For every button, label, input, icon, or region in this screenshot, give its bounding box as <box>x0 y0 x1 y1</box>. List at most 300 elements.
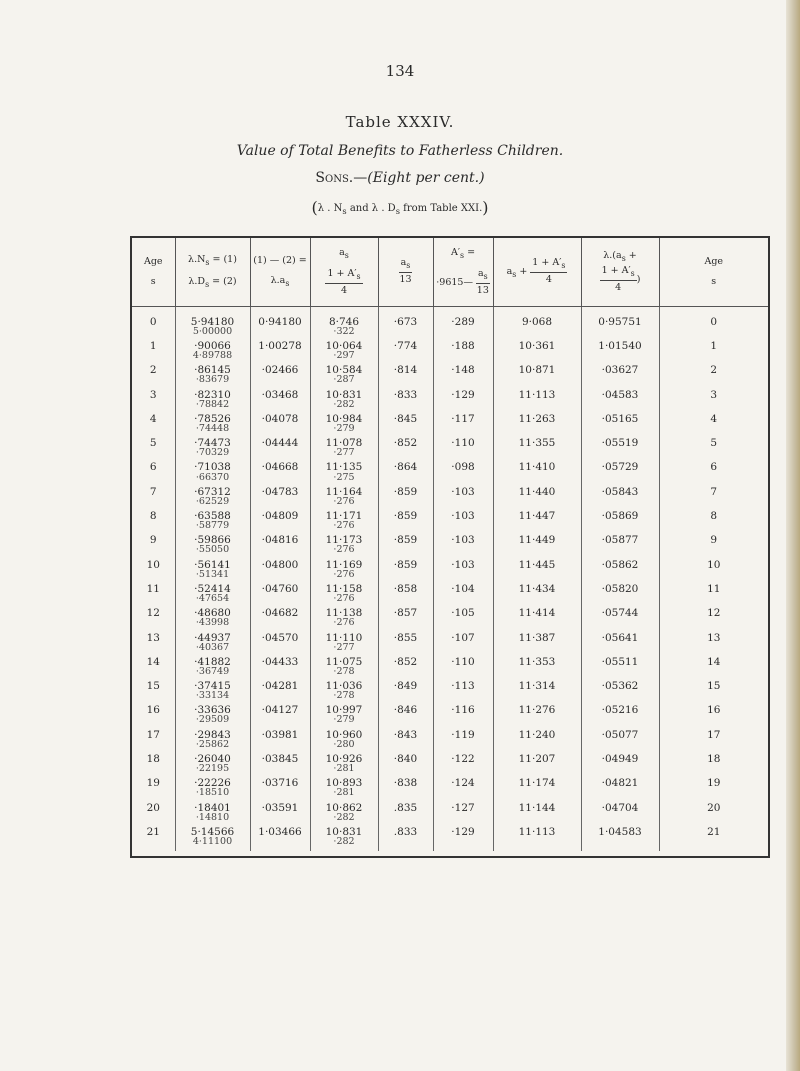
lambda-a-cell <box>250 462 310 486</box>
lambda-sum-cell-value: 1·04583 <box>598 825 642 838</box>
lambda-sum-cell-value: ·05165 <box>601 412 639 425</box>
a-s-cell-sub-value: ·281 <box>333 763 355 775</box>
age-right-cell-value: 21 <box>707 825 721 838</box>
sum-cell-value: 11·144 <box>518 801 556 814</box>
commutation-cell-value: ·74473 <box>194 437 231 450</box>
age-cell <box>132 560 175 584</box>
lambda-sum-cell <box>581 414 659 438</box>
column-header-bottom: s <box>150 276 156 287</box>
commutation-cell-sub-value: ·78842 <box>195 398 230 410</box>
sum-cell <box>493 657 581 681</box>
commutation-cell <box>175 307 250 342</box>
lambda-sum-cell <box>581 560 659 584</box>
a-s-cell-sub-value: ·276 <box>333 592 355 604</box>
a-prime-cell <box>433 681 493 705</box>
age-right-cell-value: 16 <box>707 704 721 717</box>
lambda-a-cell-value: ·03716 <box>261 777 299 790</box>
a-over-13-cell <box>378 633 433 657</box>
a-prime-cell <box>433 365 493 389</box>
age-cell-value: 16 <box>146 704 160 717</box>
commutation-cell-value: 5·14566 <box>190 825 235 838</box>
commutation-cell-sub-value: ·25862 <box>195 738 230 750</box>
lambda-a-cell-value: ·04281 <box>261 680 299 693</box>
column-header-1 <box>175 238 250 307</box>
column-header-6 <box>493 238 581 307</box>
age-right-cell <box>659 390 768 414</box>
sum-cell <box>493 535 581 559</box>
sum-cell-value: 10·871 <box>518 364 556 377</box>
age-cell-value: 20 <box>146 801 160 814</box>
lambda-a-cell-value: ·04809 <box>261 510 299 523</box>
age-right-cell-value: 2 <box>710 364 718 377</box>
column-header-4 <box>378 238 433 307</box>
commutation-cell-sub-value: 5·00000 <box>192 326 233 338</box>
a-s-cell <box>310 462 378 486</box>
a-over-13-cell <box>378 341 433 365</box>
a-s-cell-sub-value: ·278 <box>333 665 355 677</box>
age-cell <box>132 705 175 729</box>
a-prime-cell-value: ·117 <box>451 412 475 425</box>
age-right-cell-value: 6 <box>710 461 718 474</box>
a-s-cell-value: 11·158 <box>325 582 363 595</box>
a-prime-cell-value: ·103 <box>451 510 475 523</box>
age-cell <box>132 730 175 754</box>
lambda-a-cell <box>250 657 310 681</box>
sum-cell-value: 11·263 <box>518 412 556 425</box>
table-row <box>132 608 768 632</box>
a-s-cell <box>310 511 378 535</box>
age-cell <box>132 511 175 535</box>
a-s-cell <box>310 487 378 511</box>
a-s-cell-sub-value: ·280 <box>333 738 355 750</box>
lambda-sum-cell <box>581 584 659 608</box>
lambda-sum-cell <box>581 754 659 778</box>
a-over-13-cell-value: ·845 <box>393 412 418 425</box>
a-s-cell-sub-value: ·276 <box>333 544 355 556</box>
commutation-cell-value: ·78526 <box>194 412 231 425</box>
a-s-cell <box>310 307 378 342</box>
sum-cell-value: 11·414 <box>518 607 556 620</box>
table-row <box>132 414 768 438</box>
lambda-a-cell <box>250 307 310 342</box>
a-s-cell-sub-value: ·279 <box>333 714 355 726</box>
lambda-a-cell <box>250 778 310 802</box>
table-row <box>132 754 768 778</box>
a-over-13-cell-value: ·852 <box>393 655 418 668</box>
commutation-cell-value: ·29843 <box>194 728 231 741</box>
a-s-cell <box>310 754 378 778</box>
lambda-a-cell <box>250 560 310 584</box>
column-header-top: $\frac{a_s}{13}$ <box>399 257 412 286</box>
age-cell <box>132 584 175 608</box>
commutation-cell-sub-value: ·58779 <box>195 520 230 532</box>
sum-cell-value: 11·447 <box>518 510 556 523</box>
table-row <box>132 803 768 827</box>
lambda-sum-cell-value: ·05519 <box>601 437 639 450</box>
page-number: 134 <box>385 62 415 80</box>
column-header-top: $\lambda.N_s = (1)$ <box>188 254 237 268</box>
lambda-a-cell-value: ·04127 <box>261 704 299 717</box>
a-s-cell <box>310 803 378 827</box>
a-over-13-cell-value: ·852 <box>393 437 418 450</box>
a-over-13-cell-value: ·849 <box>393 680 418 693</box>
a-prime-cell-value: ·103 <box>451 558 475 571</box>
a-s-cell <box>310 705 378 729</box>
a-prime-cell <box>433 414 493 438</box>
lambda-sum-cell-value: ·05729 <box>601 461 639 474</box>
a-over-13-cell-value: ·838 <box>393 777 418 790</box>
benefits-table-frame <box>130 236 770 858</box>
age-right-cell-value: 11 <box>707 582 721 595</box>
sum-cell <box>493 560 581 584</box>
table-row <box>132 657 768 681</box>
sum-cell-value: 9·068 <box>521 316 553 328</box>
sum-cell-value: 11·207 <box>518 753 556 766</box>
age-cell-value: 15 <box>146 680 160 693</box>
age-right-cell <box>659 633 768 657</box>
age-cell <box>132 307 175 342</box>
a-s-cell-sub-value: ·276 <box>333 520 355 532</box>
a-s-cell <box>310 657 378 681</box>
a-prime-cell <box>433 438 493 462</box>
column-header-top: $a_s$ <box>339 246 349 260</box>
lambda-a-cell <box>250 584 310 608</box>
lambda-a-cell-value: ·04668 <box>261 461 299 474</box>
commutation-cell <box>175 390 250 414</box>
a-over-13-cell-value: ·774 <box>393 340 418 352</box>
page-edge-shadow <box>786 0 800 1071</box>
paren-close: ) <box>482 198 489 217</box>
lambda-sum-cell-value: ·05216 <box>601 704 639 717</box>
a-over-13-cell <box>378 754 433 778</box>
a-s-cell-value: 8·746 <box>328 316 360 328</box>
sum-cell <box>493 778 581 802</box>
lambda-sum-cell <box>581 307 659 342</box>
a-s-cell-value: 11·169 <box>325 558 363 571</box>
sum-cell-value: 11·353 <box>518 655 556 668</box>
lambda-sum-cell <box>581 341 659 365</box>
lambda-a-cell-value: ·04433 <box>261 655 299 668</box>
sum-cell <box>493 584 581 608</box>
a-over-13-cell <box>378 414 433 438</box>
table-body <box>132 307 768 852</box>
lambda-sum-cell <box>581 681 659 705</box>
a-prime-cell <box>433 511 493 535</box>
age-right-cell <box>659 705 768 729</box>
commutation-cell-value: ·67312 <box>194 485 231 498</box>
lambda-sum-cell-value: ·05641 <box>601 631 639 644</box>
a-over-13-cell-value: ·859 <box>393 510 418 523</box>
age-right-cell-value: 4 <box>710 412 718 425</box>
a-over-13-cell <box>378 390 433 414</box>
a-prime-cell-value: ·289 <box>451 316 475 328</box>
a-over-13-cell-value: ·673 <box>393 316 418 328</box>
lambda-a-cell-value: ·04800 <box>261 558 299 571</box>
commutation-cell <box>175 730 250 754</box>
lambda-a-cell-value: ·04682 <box>261 607 299 620</box>
column-header-8 <box>659 238 768 307</box>
sum-cell <box>493 341 581 365</box>
age-right-cell <box>659 438 768 462</box>
lambda-sum-cell-value: ·05820 <box>601 582 639 595</box>
lambda-sum-cell-value: ·04704 <box>601 801 639 814</box>
table-row <box>132 487 768 511</box>
a-s-cell-value: 10·064 <box>325 340 363 352</box>
table-row <box>132 681 768 705</box>
paren-open: ( <box>311 198 318 217</box>
a-s-cell-value: 11·138 <box>325 607 363 620</box>
age-right-cell-value: 15 <box>707 680 721 693</box>
commutation-cell-sub-value: ·55050 <box>195 544 230 556</box>
lambda-a-cell-value: 1·03466 <box>258 825 302 838</box>
age-right-cell <box>659 803 768 827</box>
sum-cell-value: 11·314 <box>518 680 556 693</box>
age-cell-value: 4 <box>149 412 157 425</box>
table-row <box>132 705 768 729</box>
age-cell <box>132 827 175 851</box>
commutation-cell-sub-value: ·83679 <box>195 374 230 386</box>
a-s-cell <box>310 390 378 414</box>
a-prime-cell-value: ·113 <box>451 680 475 693</box>
age-cell-value: 3 <box>149 388 157 401</box>
commutation-cell <box>175 462 250 486</box>
column-header-top: $A'_s$ = <box>450 246 476 260</box>
table-row <box>132 584 768 608</box>
age-cell <box>132 341 175 365</box>
lambda-sum-cell <box>581 705 659 729</box>
sum-cell-value: 11·355 <box>518 437 556 450</box>
age-right-cell-value: 9 <box>710 534 718 547</box>
table-row <box>132 462 768 486</box>
a-prime-cell <box>433 657 493 681</box>
age-cell-value: 2 <box>149 364 157 377</box>
sum-cell <box>493 681 581 705</box>
commutation-cell-value: ·63588 <box>194 510 231 523</box>
lambda-sum-cell <box>581 633 659 657</box>
a-s-cell-value: 10·584 <box>325 364 363 377</box>
a-prime-cell <box>433 584 493 608</box>
lambda-sum-cell-value: ·05511 <box>601 655 639 668</box>
lambda-a-cell <box>250 414 310 438</box>
commutation-cell-sub-value: ·70329 <box>195 447 230 459</box>
a-prime-cell-value: ·103 <box>451 485 475 498</box>
commutation-cell-sub-value: ·36749 <box>195 665 230 677</box>
lambda-a-cell-value: ·04783 <box>261 485 299 498</box>
lambda-a-cell <box>250 754 310 778</box>
a-over-13-cell-value: ·859 <box>393 485 418 498</box>
column-header-bottom: $\frac{1 + A'_s}{4}$ <box>327 268 361 297</box>
lambda-a-cell <box>250 511 310 535</box>
lambda-sum-cell <box>581 827 659 851</box>
column-header-top: Age <box>143 255 163 267</box>
sum-cell <box>493 705 581 729</box>
commutation-cell-sub-value: ·40367 <box>195 641 230 653</box>
a-over-13-cell-value: ·855 <box>393 631 418 644</box>
sum-cell <box>493 511 581 535</box>
a-prime-cell-value: ·129 <box>451 388 475 401</box>
age-cell <box>132 462 175 486</box>
commutation-cell <box>175 633 250 657</box>
sum-cell-value: 11·113 <box>518 825 556 838</box>
commutation-cell-sub-value: 4·89788 <box>192 350 233 362</box>
a-s-cell-sub-value: ·277 <box>333 447 355 459</box>
section-heading <box>0 170 800 186</box>
commutation-cell <box>175 560 250 584</box>
lambda-a-cell-value: ·04444 <box>261 437 299 450</box>
age-right-cell-value: 8 <box>710 510 718 523</box>
table-row <box>132 365 768 389</box>
table-row <box>132 730 768 754</box>
commutation-cell-value: ·22226 <box>194 777 231 790</box>
lambda-a-cell-value: ·04760 <box>261 582 299 595</box>
age-right-cell-value: 18 <box>707 753 721 766</box>
sum-cell <box>493 390 581 414</box>
lambda-sum-cell <box>581 608 659 632</box>
a-over-13-cell-value: ·814 <box>393 364 418 377</box>
commutation-cell-sub-value: ·43998 <box>195 617 230 629</box>
commutation-cell <box>175 608 250 632</box>
a-over-13-cell <box>378 511 433 535</box>
a-prime-cell-value: ·104 <box>451 582 475 595</box>
lambda-a-cell <box>250 633 310 657</box>
a-s-cell-value: 11·110 <box>325 631 363 644</box>
column-header-bottom: ·9615— $\frac{a_s}{13}$ <box>436 268 489 297</box>
sum-cell <box>493 487 581 511</box>
age-cell-value: 10 <box>146 558 160 571</box>
a-over-13-cell <box>378 803 433 827</box>
age-cell-value: 6 <box>149 461 157 474</box>
a-s-cell-sub-value: ·276 <box>333 617 355 629</box>
column-header-top: Age <box>704 255 724 267</box>
a-s-cell-sub-value: ·282 <box>333 835 355 847</box>
age-cell-value: 13 <box>146 631 160 644</box>
a-s-cell <box>310 560 378 584</box>
lambda-sum-cell-value: ·05744 <box>601 607 639 620</box>
lambda-a-cell-value: 0·94180 <box>258 316 302 328</box>
a-over-13-cell <box>378 827 433 851</box>
age-cell <box>132 487 175 511</box>
table-header-row <box>132 238 768 307</box>
a-s-cell-sub-value: ·279 <box>333 422 355 434</box>
commutation-cell <box>175 803 250 827</box>
lambda-sum-cell-value: ·05877 <box>601 534 639 547</box>
a-prime-cell-value: ·124 <box>451 777 475 790</box>
a-s-cell <box>310 827 378 851</box>
age-cell <box>132 535 175 559</box>
table-row <box>132 511 768 535</box>
commutation-cell <box>175 535 250 559</box>
a-prime-cell <box>433 307 493 342</box>
a-s-cell <box>310 730 378 754</box>
age-right-cell <box>659 365 768 389</box>
a-s-cell <box>310 681 378 705</box>
age-cell-value: 19 <box>146 777 160 790</box>
a-over-13-cell-value: ·833 <box>393 388 418 401</box>
commutation-cell <box>175 365 250 389</box>
a-over-13-cell <box>378 778 433 802</box>
a-prime-cell <box>433 462 493 486</box>
age-right-cell <box>659 414 768 438</box>
a-prime-cell <box>433 778 493 802</box>
age-cell <box>132 438 175 462</box>
commutation-cell <box>175 705 250 729</box>
age-cell <box>132 365 175 389</box>
age-right-cell <box>659 584 768 608</box>
commutation-cell-value: ·59866 <box>194 534 231 547</box>
a-s-cell-sub-value: ·297 <box>333 350 355 362</box>
a-prime-cell <box>433 341 493 365</box>
lambda-a-cell <box>250 535 310 559</box>
age-cell <box>132 390 175 414</box>
sum-cell <box>493 633 581 657</box>
a-over-13-cell <box>378 487 433 511</box>
age-right-cell <box>659 778 768 802</box>
a-s-cell <box>310 438 378 462</box>
column-header-5 <box>433 238 493 307</box>
a-s-cell-value: 10·984 <box>325 412 363 425</box>
age-right-cell <box>659 657 768 681</box>
commutation-cell <box>175 438 250 462</box>
lambda-sum-cell-value: ·04821 <box>601 777 639 790</box>
commutation-cell <box>175 754 250 778</box>
lambda-sum-cell-value: ·05362 <box>601 680 639 693</box>
sum-cell <box>493 307 581 342</box>
lambda-a-cell-value: ·02466 <box>261 364 299 377</box>
sum-cell <box>493 827 581 851</box>
lambda-a-cell <box>250 681 310 705</box>
commutation-cell-value: ·52414 <box>194 582 231 595</box>
column-header-2 <box>250 238 310 307</box>
age-cell-value: 12 <box>146 607 160 620</box>
a-prime-cell <box>433 487 493 511</box>
a-s-cell-value: 10·862 <box>325 801 363 814</box>
commutation-cell-value: ·48680 <box>194 607 231 620</box>
age-right-cell <box>659 487 768 511</box>
lambda-a-cell-value: ·04816 <box>261 534 299 547</box>
commutation-cell <box>175 487 250 511</box>
lambda-a-cell <box>250 438 310 462</box>
commutation-cell-sub-value: ·33134 <box>195 690 230 702</box>
age-cell-value: 11 <box>146 582 160 595</box>
age-right-cell <box>659 535 768 559</box>
age-right-cell <box>659 341 768 365</box>
a-prime-cell <box>433 608 493 632</box>
sum-cell <box>493 803 581 827</box>
lambda-a-cell-value: ·03845 <box>261 753 299 766</box>
lambda-a-cell <box>250 827 310 851</box>
commutation-cell <box>175 414 250 438</box>
a-over-13-cell <box>378 657 433 681</box>
a-s-cell-value: 10·926 <box>325 753 363 766</box>
lambda-a-cell <box>250 487 310 511</box>
sum-cell-value: 11·410 <box>518 461 556 474</box>
age-right-cell-value: 10 <box>707 558 721 571</box>
age-right-cell <box>659 754 768 778</box>
column-header-bottom: $\lambda.a_s$ <box>270 275 290 289</box>
a-prime-cell <box>433 390 493 414</box>
a-s-cell-sub-value: ·278 <box>333 690 355 702</box>
table-subtitle: Value of Total Benefits to Fatherless Children. <box>236 143 564 159</box>
age-cell-value: 8 <box>149 510 157 523</box>
lambda-a-cell-value: ·03981 <box>261 728 299 741</box>
sum-cell-value: 11·387 <box>518 631 556 644</box>
source-note <box>0 198 800 217</box>
age-right-cell-value: 14 <box>707 655 721 668</box>
age-right-cell <box>659 827 768 851</box>
a-s-cell <box>310 414 378 438</box>
column-header-bottom: s <box>711 276 717 287</box>
a-s-cell <box>310 584 378 608</box>
